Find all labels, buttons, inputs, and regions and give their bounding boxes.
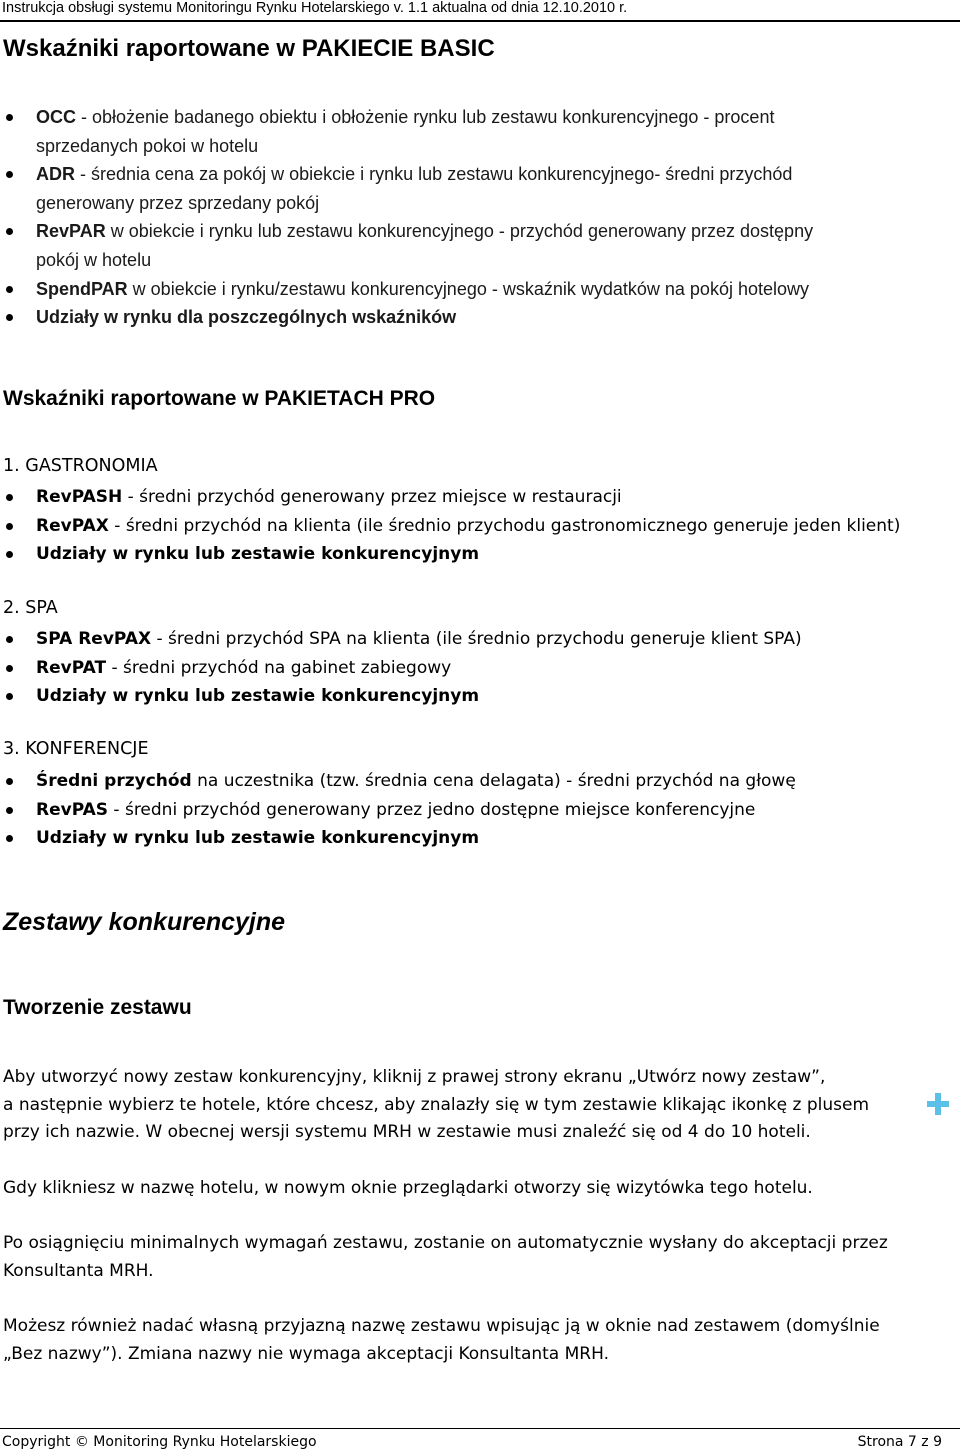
paragraph-hotel-card	[3, 1175, 813, 1203]
list-item	[0, 217, 960, 246]
list-item	[0, 625, 960, 654]
definition: generowany przez sprzedany pokój	[36, 192, 320, 213]
term: SpendPAR	[36, 278, 128, 299]
footer-rule	[0, 1428, 960, 1429]
definition: - średni przychód na gabinet zabiegowy	[106, 657, 452, 678]
definition: pokój w hotelu	[36, 249, 152, 270]
term: SPA RevPAX	[36, 629, 152, 649]
footer-copyright: Copyright © Monitoring Rynku Hotelarskiego	[2, 1434, 317, 1450]
pro-section-heading: 2. SPA	[3, 598, 58, 618]
term: Udziały w rynku lub zestawie konkurencyjnym	[36, 544, 480, 565]
definition: w obiekcie i rynku/zestawu konkurencyjnego - wskaźnik wydatków na pokój hotelowy	[127, 278, 809, 299]
definition: - średni przychód SPA na klienta (ile średnio przychodu generuje klient SPA)	[151, 629, 802, 649]
paragraph-line: Możesz również nadać własną przyjazną nazwę zestawu wpisując ją w oknie nad zestawem (domyślnie	[3, 1316, 880, 1336]
list-item	[0, 796, 960, 825]
definition: - średni przychód generowany przez jedno dostępne miejsce konferencyjne	[108, 799, 756, 820]
paragraph-line: „Bez nazwy”). Zmiana nazwy nie wymaga akceptacji Konsultanta MRH.	[3, 1343, 609, 1364]
paragraph-line: Po osiągnięciu minimalnych wymagań zestawu, zostanie on automatycznie wysłany do akceptacji przez	[3, 1233, 888, 1253]
definition: - obłożenie badanego obiektu i obłożenie rynku lub zestawu konkurencyjnego - procent	[76, 107, 775, 127]
basic-title: Wskaźniki raportowane w PAKIECIE BASIC	[3, 35, 495, 62]
paragraph-line: Aby utworzyć nowy zestaw konkurencyjny, kliknij z prawej strony ekranu „Utwórz nowy zestaw”,	[3, 1067, 826, 1087]
plus-icon	[926, 1092, 950, 1116]
sets-title: Zestawy konkurencyjne	[3, 908, 286, 936]
definition: w obiekcie i rynku lub zestawu konkurencyjnego - przychód generowany przez dostępny	[105, 221, 814, 242]
pro-section-list-spa	[0, 625, 960, 711]
list-item	[0, 654, 960, 683]
definition: - średni przychód generowany przez miejsce w restauracji	[122, 487, 622, 507]
list-item-continuation	[0, 246, 960, 275]
sets-subtitle: Tworzenie zestawu	[3, 996, 192, 1019]
paragraph-line: przy ich nazwie. W obecnej wersji systemu MRH w zestawie musi znaleźć się od 4 do 10 hoteli.	[3, 1122, 811, 1142]
list-item	[0, 275, 960, 304]
paragraph-create-set	[3, 1064, 869, 1147]
pro-section-list-gastronomia	[0, 483, 960, 569]
term: Udziały w rynku lub zestawie konkurencyjnym	[36, 686, 480, 707]
header-rule	[0, 20, 960, 22]
term: RevPAR	[36, 221, 106, 242]
list-item	[0, 512, 960, 541]
paragraph-line: Konsultanta MRH.	[3, 1260, 154, 1281]
definition: sprzedanych pokoi w hotelu	[36, 135, 259, 156]
definition: na uczestnika (tzw. średnia cena delagata) - średni przychód na głowę	[191, 771, 796, 791]
list-item	[0, 303, 960, 332]
term: Średni przychód	[36, 771, 192, 791]
basic-indicator-list	[0, 103, 960, 332]
term: RevPAX	[36, 515, 109, 536]
list-item	[0, 824, 960, 853]
list-item	[0, 540, 960, 569]
definition: - średnia cena za pokój w obiekcie i rynku lub zestawu konkurencyjnego- średni przychód	[75, 164, 793, 185]
paragraph-line: Gdy klikniesz w nazwę hotelu, w nowym oknie przeglądarki otworzy się wizytówka tego hotelu.	[3, 1178, 813, 1198]
paragraph-line: a następnie wybierz te hotele, które chcesz, aby znalazły się w tym zestawie klikając ikonkę z plusem	[3, 1094, 870, 1115]
paragraph-acceptance	[3, 1230, 888, 1285]
list-item	[0, 483, 960, 512]
term: Udziały w rynku dla poszczególnych wskaźników	[36, 307, 457, 328]
pro-section-heading: 1. GASTRONOMIA	[3, 456, 158, 476]
list-item	[0, 103, 960, 132]
list-item-continuation	[0, 132, 960, 161]
pro-title: Wskaźniki raportowane w PAKIETACH PRO	[3, 387, 436, 410]
term: Udziały w rynku lub zestawie konkurencyjnym	[36, 828, 480, 849]
paragraph-set-name	[3, 1313, 880, 1368]
footer-page-number: Strona 7 z 9	[857, 1434, 942, 1450]
term: RevPAS	[36, 799, 109, 820]
running-header: Instrukcja obsługi systemu Monitoringu Rynku Hotelarskiego v. 1.1 aktualna od dnia 12.10.2010 r.	[2, 0, 628, 16]
list-item-continuation	[0, 189, 960, 218]
list-item	[0, 160, 960, 189]
term: ADR	[36, 164, 75, 185]
definition: - średni przychód na klienta (ile średnio przychodu gastronomicznego generuje jeden klient)	[108, 515, 901, 536]
term: RevPAT	[36, 657, 107, 678]
list-item	[0, 682, 960, 711]
pro-section-heading: 3. KONFERENCJE	[3, 739, 149, 759]
term: RevPASH	[36, 487, 123, 507]
term: OCC	[36, 107, 76, 127]
list-item	[0, 767, 960, 796]
pro-section-list-konferencje	[0, 767, 960, 853]
